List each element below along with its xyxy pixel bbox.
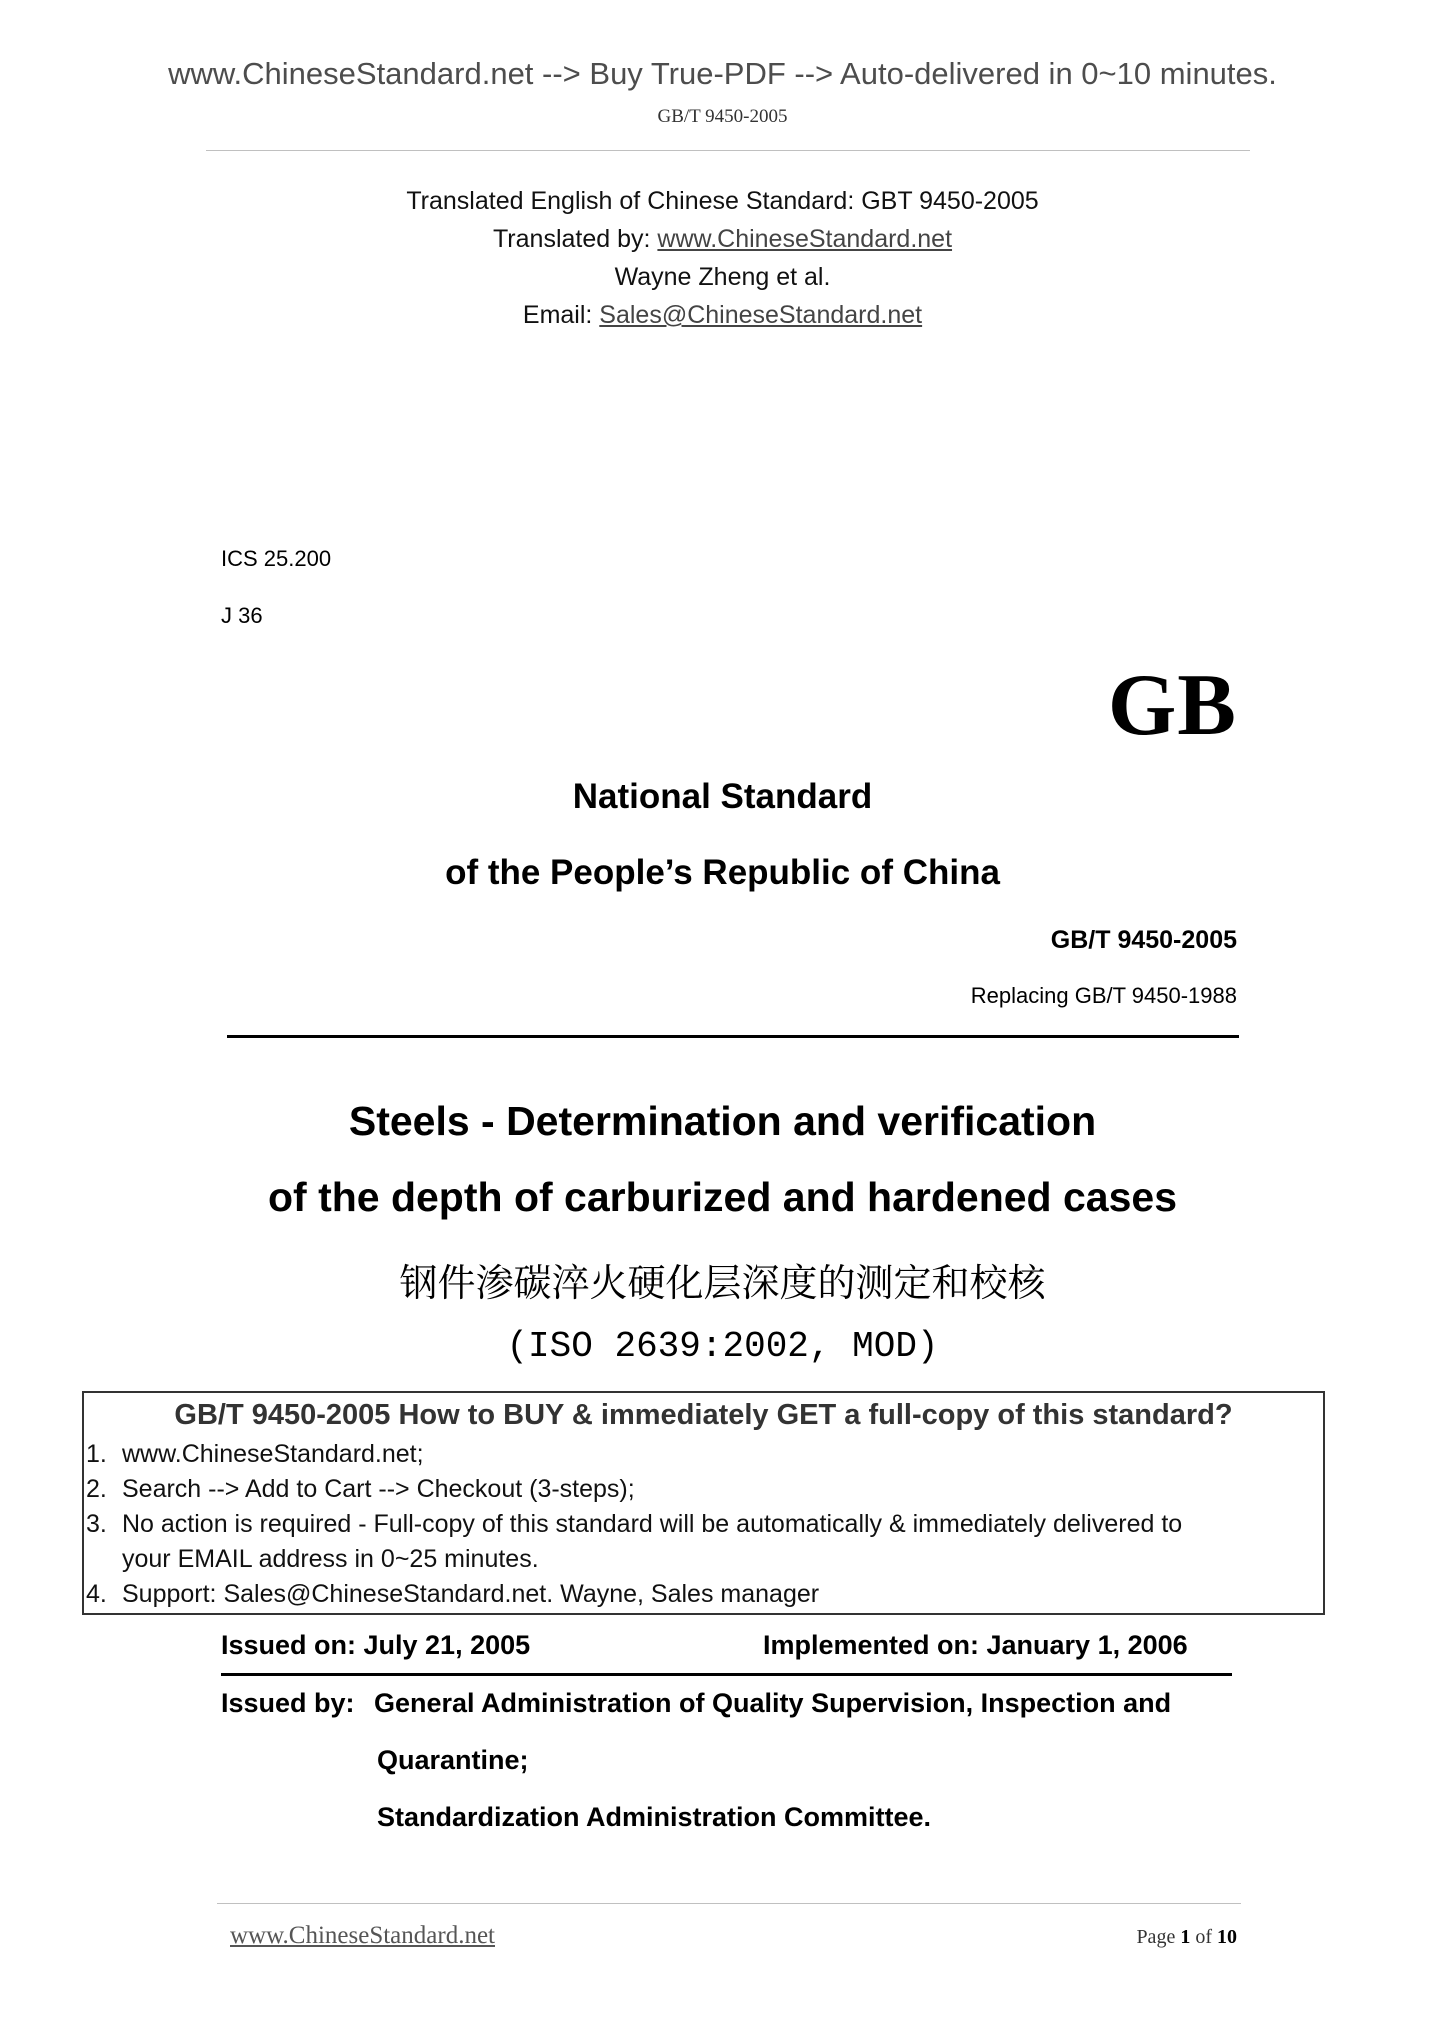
title-english-line-1: Steels - Determination and verification: [348, 1098, 1097, 1144]
ics-code: ICS 25.200: [221, 546, 332, 571]
header-divider: [206, 150, 1250, 151]
list-item-text: No action is required - Full-copy of this standard will be automatically & immediately delivered to: [122, 1510, 1183, 1538]
buy-instructions-box: [82, 1391, 1325, 1615]
translated-by-line: [0, 225, 1445, 254]
issued-by-line-1: General Administration of Quality Supervision, Inspection and: [374, 1688, 1172, 1718]
buy-instructions-list: [84, 1437, 1182, 1612]
national-standard-subheading: of the People’s Republic of China: [445, 853, 1000, 892]
list-item-text[interactable]: www.ChineseStandard.net;: [122, 1440, 424, 1468]
list-item-text: Search --> Add to Cart --> Checkout (3-steps);: [122, 1475, 635, 1503]
footer-website-link[interactable]: www.ChineseStandard.net: [230, 1922, 495, 1949]
page-of: of: [1190, 1926, 1217, 1948]
list-item-number: 4.: [86, 1580, 107, 1608]
page-current: 1: [1180, 1926, 1191, 1948]
list-item: [84, 1472, 1182, 1507]
issued-on-date: Issued on: July 21, 2005: [221, 1630, 531, 1660]
issued-by-line-3: Standardization Administration Committee.: [377, 1802, 932, 1832]
buy-instructions-heading: GB/T 9450-2005 How to BUY & immediately GET a full-copy of this standard?: [174, 1399, 1233, 1431]
translator-website-link[interactable]: www.ChineseStandard.net: [657, 225, 953, 253]
list-item-number: 3.: [86, 1510, 107, 1538]
page-total: 10: [1217, 1926, 1237, 1948]
email-label: Email:: [522, 301, 600, 329]
translation-title: Translated English of Chinese Standard: GBT 9450-2005: [406, 187, 1039, 215]
implemented-on-date: Implemented on: January 1, 2006: [763, 1630, 1188, 1660]
title-chinese: 钢件渗碳淬火硬化层深度的测定和校核: [399, 1261, 1046, 1305]
gb-mark: GB: [1107, 657, 1237, 754]
top-banner: www.ChineseStandard.net --> Buy True-PDF --> Auto-delivered in 0~10 minutes.: [168, 56, 1277, 91]
issued-by-label: Issued by:: [221, 1688, 355, 1718]
email-link[interactable]: Sales@ChineseStandard.net: [599, 301, 923, 329]
title-divider: [227, 1035, 1239, 1038]
translator-name: Wayne Zheng et al.: [614, 263, 831, 291]
list-item-continuation: [84, 1542, 1182, 1577]
list-item-text: Support: Sales@ChineseStandard.net. Wayne, Sales manager: [122, 1580, 820, 1608]
footer-divider: [217, 1903, 1241, 1904]
page-label: Page: [1136, 1926, 1181, 1948]
list-item: [84, 1437, 1182, 1472]
translated-by-label: Translated by:: [492, 225, 658, 253]
list-item: [84, 1507, 1182, 1542]
page-number: [1136, 1926, 1237, 1949]
list-item: [84, 1577, 1182, 1612]
national-standard-heading: National Standard: [572, 777, 873, 816]
standard-number: GB/T 9450-2005: [1050, 926, 1237, 954]
title-english-line-2: of the depth of carburized and hardened cases: [267, 1174, 1177, 1220]
ccs-code: J 36: [221, 603, 263, 628]
issued-by-line-2: Quarantine;: [377, 1745, 529, 1775]
list-item-number: 2.: [86, 1475, 107, 1503]
list-item-number: 1.: [86, 1440, 107, 1468]
list-item-text: your EMAIL address in 0~25 minutes.: [122, 1545, 539, 1573]
replacing-standard: Replacing GB/T 9450-1988: [970, 983, 1237, 1008]
iso-reference: (ISO 2639:2002, MOD): [506, 1326, 939, 1367]
email-line: [0, 301, 1445, 330]
header-standard-code: GB/T 9450-2005: [657, 106, 788, 127]
issue-divider: [221, 1673, 1232, 1676]
